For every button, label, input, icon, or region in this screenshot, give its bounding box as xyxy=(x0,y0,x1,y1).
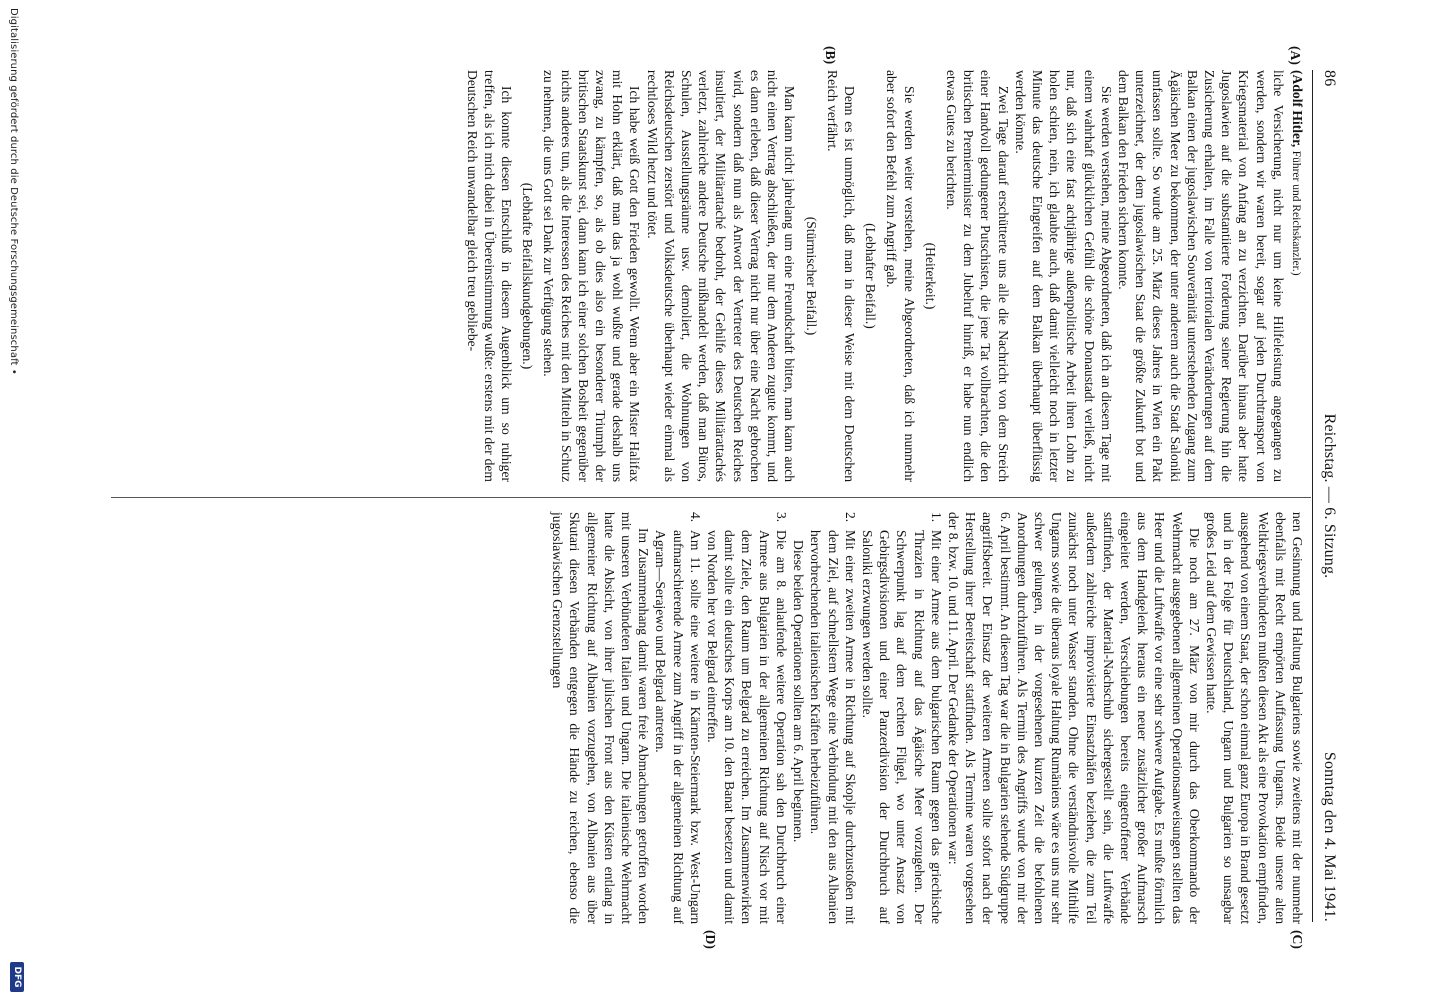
operations-list xyxy=(652,512,944,924)
list-item-text: Mit einer zweiten Armee in Richtung auf Skoplje durchzustoßen mit dem Ziel, auf schnellstem Wege eine Verbindung mit den aus Albanien hervorbrechenden italienischen Kräften herbeizuführen. xyxy=(808,530,858,924)
list-item-note: Diese beiden Operationen sollten am 6. April beginnen. xyxy=(791,540,807,843)
paragraph: nen Gesinnung und Haltung Bulgariens sowie zweitens mit der nunmehr ebenfalls mit Recht empörten Auffassung Ungarns. Beide unsere alten Weltkriegsverbündeten mußten diesen Akt als eine Provokation empfinden, ausgehend von einem Staat, der schon einmal ganz Europa in Brand gesetzt und in der Folge für Deutschland, Ungarn und Bulgarien so unsagbar großes Leid auf dem Gewissen hatte. xyxy=(1203,512,1305,924)
dfg-logo: DFG xyxy=(10,962,24,992)
list-item xyxy=(859,512,945,924)
session-date: Sonntag den 4. Mai 1941. xyxy=(1321,751,1338,922)
paragraph: Im Zusammenhang damit waren freie Abmachungen getroffen worden mit unseren Verbündeten Italien und Ungarn. Die italienische Wehrmacht hatte die Absicht, von ihrer julischen Front aus den Küsten entlang in allgemeiner Richtung auf Albanien vorzugehen, von Albanien aus über Skutari diesen Verbänden entgegen die Hände zu reichen, ebenso die jugoslawischen Grenzstellungen xyxy=(550,512,652,924)
page-header xyxy=(1316,70,1338,922)
right-column xyxy=(549,512,1306,924)
list-number: 3. xyxy=(773,512,789,523)
page-footer xyxy=(6,0,24,1000)
list-item-text: Am 11. sollte eine weitere in Kärnten-Steiermark bzw. West-Ungarn aufmarschierende Armee zum Angriff in der allgemeinen Richtung auf Agram—Serajewo und Belgrad antreten. xyxy=(653,530,703,924)
interjection: (Stürmischer Beifall.) xyxy=(803,216,819,336)
paragraph: Zwei Tage darauf erschütterte uns alle die Nachricht von dem Streich einer Handvoll gedungener Putschisten, die jene Tat vollbrachten, die den britischen Premierminister zu dem Jubelruf hinriß, er habe nun endlich etwas Gutes zu berichten. xyxy=(943,70,1011,482)
left-column xyxy=(463,70,1306,482)
header-rule xyxy=(1312,70,1313,922)
list-item-text: Die am 8. anlaufende weitere Operation sah den Durchbruch einer Armee aus Bulgarien in der allgemeinen Richtung auf Nisch vor mit dem Ziele, den Raum um Belgrad zu erreichen. Im Zusammenwirken damit sollte ein deutsches Korps am 10. den Banat besetzen und damit von Norden her vor Belgrad eintreffen. xyxy=(705,530,789,924)
column-divider xyxy=(111,497,1311,498)
list-item xyxy=(790,512,859,924)
paragraph: Man kann nicht jahrelang um eine Freundschaft bitten, man kann auch nicht einen Vertrag abschließen, der nur dem Anderen zugute kommt, und es dann erleben, daß dieser Vertrag nicht nur über eine Nacht gebrochen wird, sondern daß nun als Antwort der Vertreter des Deutschen Reiches insultiert, der Militärattaché bedroht, der Gehilfe dieses Militärattachés verletzt, zahlreiche andere Deutsche mißhandelt werden, daß man Büros, Schulen, Ausstellungsräume usw. demoliert, die Wohnungen von Reichsdeutschen zerstört und Volksdeutsche überhaupt wieder einmal als rechtloses Wild hetzt und tötet. xyxy=(644,70,798,482)
paragraph: Ich konnte diesen Entschluß in diesem Augenblick um so ruhiger treffen, als ich mich dabei in Übereinstimmung wußte: erstens mit der dem Deutschen Reich unwandelbar gleich treu gebliebe- xyxy=(464,70,515,482)
interjection: (Lebhafter Beifall.) xyxy=(863,223,879,329)
margin-marker-c: (C) xyxy=(1290,930,1305,949)
paragraph: Die noch am 27. März von mir durch das Oberkommando der Wehrmacht ausgegebenen allgemeinen Operationsanweisungen stellten das Heer und die Luftwaffe vor eine sehr schwere Aufgabe. Es mußte förmlich aus dem Handgelenk heraus ein neuer zusätzlicher großer Aufmarsch eingeleitet werden, Verschiebungen bereits eingetroffener Verbände stattfinden, der Material-Nachschub sichergestellt sein, die Luftwaffe außerdem zahlreiche improvisierte Einsatzhäfen beziehen, die zum Teil zunächst noch unter Wasser standen. Ohne die verständnisvolle Mithilfe Ungarns sowie die überaus loyale Haltung Rumäniens wäre es uns nur sehr schwer gelungen, in der vorgesehenen kurzen Zeit die befohlenen Anordnungen durchzuführen. Als Termin des Angriffs wurde von mir der 6. April bestimmt. An diesem Tag war die in Bulgarien stehende Südgruppe angriffsbereit. Der Einsatz der weiteren Armeen sollte sofort nach der Herstellung ihrer Bereitschaft stattfinden. Als Termine waren vorgesehen der 8. bzw. 10. und 11. April. Der Gedanke der Operationen war: xyxy=(945,512,1202,924)
speaker-role: Führer und Reichskanzler.) xyxy=(1290,150,1302,276)
margin-marker-a: (A) xyxy=(1288,46,1303,65)
speaker-line xyxy=(1287,70,1306,482)
list-number: 1. xyxy=(928,512,944,523)
paragraph: Denn es ist unmöglich, daß man in dieser Weise mit dem Deutschen Reich verfährt. xyxy=(824,70,857,482)
interjection: (Lebhafte Beifallskundgebungen.) xyxy=(520,182,536,370)
margin-marker-b: (B) xyxy=(823,46,838,65)
list-item-text: Mit einer Armee aus dem bulgarischen Raum gegen das griechische Thrazien in Richtung auf das Ägäische Meer vorzugehen. Der Schwerpunkt lag auf dem rechten Flügel, wo unter Ansatz von Gebirgsdivisionen und einer Panzerdivision der Durchbruch auf Saloniki erzwungen werden sollte. xyxy=(859,530,944,924)
margin-marker-d: (D) xyxy=(703,930,718,949)
digitization-credit: Digitalisierung gefördert durch die Deutsche Forschungsgemeinschaft • xyxy=(8,8,19,375)
paragraph: liche Versicherung, nicht nur um keine Hilfeleistung angegangen zu werden, sondern wir waren bereit, sogar auf jeden Durchtransport von Kriegsmaterial von Anfang an zu verzichten. Darüber hinaus aber hatte Jugoslawien auf die substantiierte Forderung seiner Regierung hin die Zusicherung erhalten, im Falle von territorialen Veränderungen auf dem Balkan einen der jugoslawischen Souveränität unterstehenden Zugang zum Ägäischen Meer zu bekommen, der unter anderem auch die Stadt Saloniki umfassen sollte. So wurde am 25. März dieses Jahres in Wien ein Pakt unterzeichnet, der dem jugoslawischen Staat die größte Zukunft bot und dem Balkan den Frieden sichern konnte. xyxy=(1115,70,1286,482)
list-item xyxy=(704,512,790,924)
paragraph: Ich habe weiß Gott den Frieden gewollt. Wenn aber ein Mister Halifax mit Hohn erklärt, daß man das ja wohl wußte und gerade deshalb uns zwang, zu kämpfen, so, als ob dies also ein besonderer Triumph der britischen Staatskunst sei, dann kann ich einer solchen Bosheit gegenüber nichts anderes tun, als die Interessen des Reiches mit den Mitteln in Schutz zu nehmen, die uns Gott sei Dank zur Verfügung stehen. xyxy=(541,70,643,482)
list-item xyxy=(652,512,704,924)
paragraph: Sie werden weiter verstehen, meine Abgeordneten, daß ich nunmehr aber sofort den Befehl zum Angriff gab. xyxy=(884,70,917,482)
speaker-name: (Adolf Hitler, xyxy=(1290,70,1305,148)
interjection: (Heiterkeit.) xyxy=(922,242,938,310)
paragraph: Sie werden verstehen, meine Abgeordneten, daß ich an diesem Tage mit einem wahrhaft glücklichen Gefühl die schöne Donaustadt verließ, nicht nur, daß sich eine fast achtjährige außenpolitische Arbeit ihren Lohn zu holen schien, nein, ich glaubte auch, daß damit vielleicht noch in letzter Minute das deutsche Eingreifen auf dem Balkan überhaupt überflüssig werden könnte. xyxy=(1012,70,1114,482)
list-number: 2. xyxy=(842,512,858,523)
list-number: 4. xyxy=(687,512,703,523)
page-number: 86 xyxy=(1321,70,1338,87)
session-title: Reichstag. — 6. Sitzung. xyxy=(1321,413,1338,579)
